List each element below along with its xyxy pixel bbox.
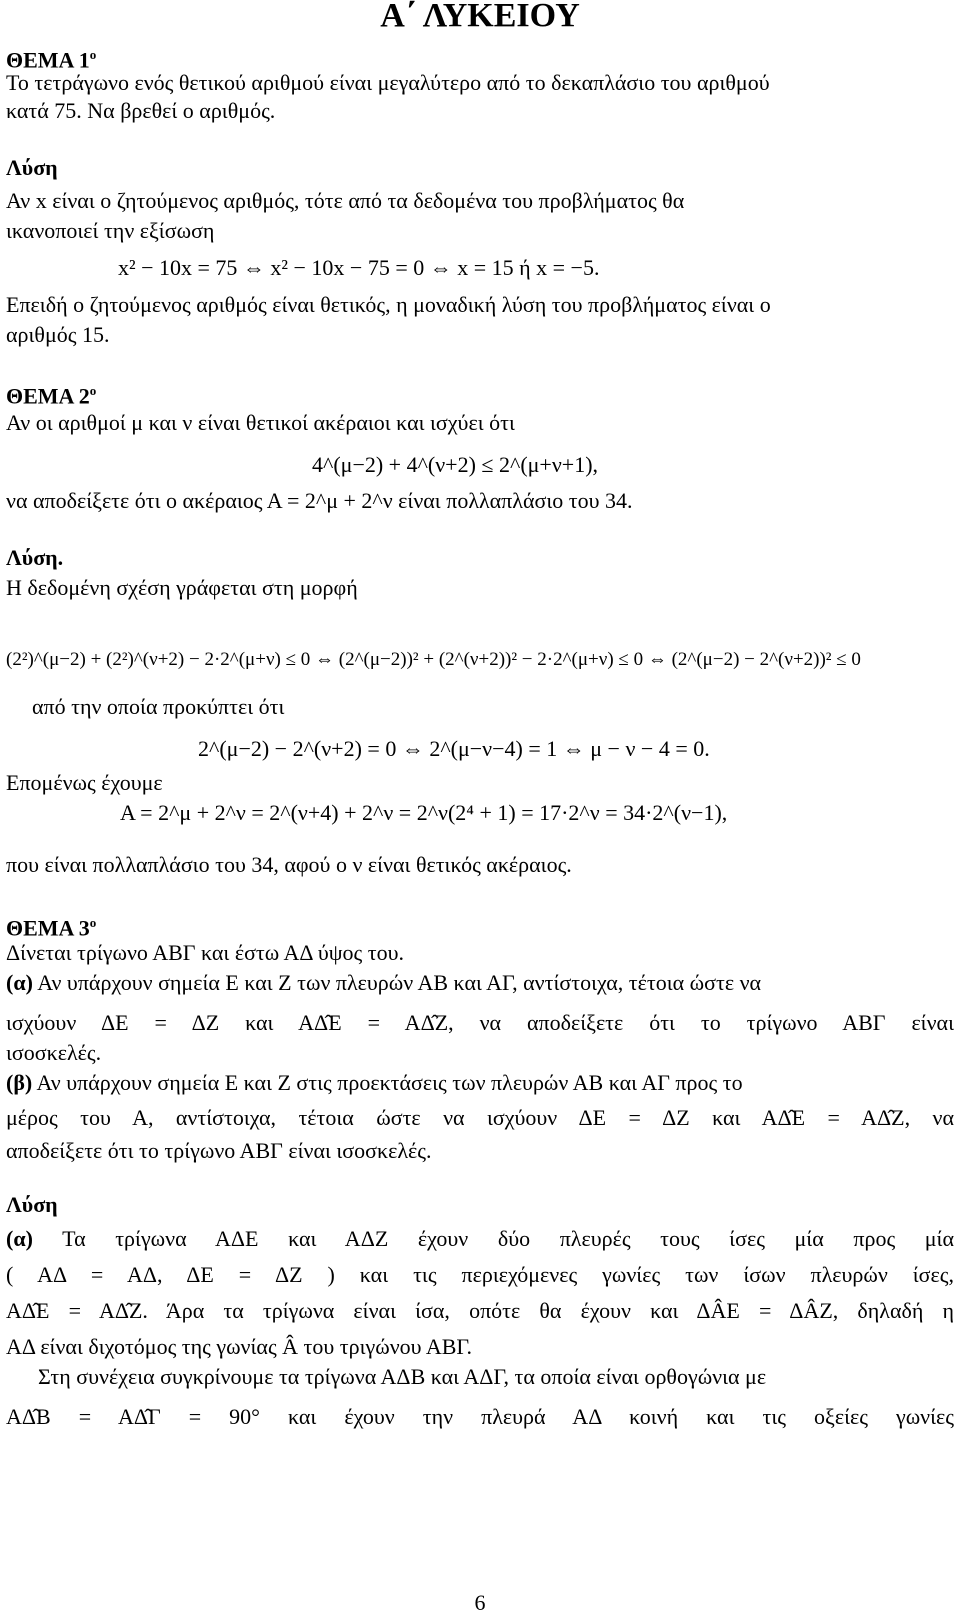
problem-1-equation: x² − 10x = 75 ⇔ x² − 10x − 75 = 0 ⇔ x = 15 ή x = −5. (118, 255, 600, 280)
problem-1-solution-line-3: Επειδή ο ζητούμενος αριθμός είναι θετικός, η μοναδική λύση του προβλήματος είναι ο (6, 292, 771, 317)
page-number: 6 (474, 1590, 486, 1615)
problem-2-equation-chain: (2²)^(μ−2) + (2²)^(ν+2) − 2·2^(μ+ν) ≤ 0 ⇔ (2^(μ−2))² + (2^(ν+2))² − 2·2^(μ+ν) ≤ 0 ⇔ (2^(μ−2) − 2^(ν+2))² ≤ 0 (6, 649, 861, 670)
problem-3-solution-line-4: ΑΔ είναι διχοτόμος της γωνίας Â του τριγώνου ΑΒΓ. (6, 1334, 472, 1359)
problem-3-heading: ΘΕΜΑ $3^o$ (6, 915, 97, 941)
problem-1-solution-line-4: αριθμός 15. (6, 322, 110, 347)
problem-2-solution-heading: Λύση. (6, 545, 64, 570)
problem-2-heading: ΘΕΜΑ $2^o$ (6, 383, 97, 409)
problem-2-solution-line-2: από την οποία προκύπτει ότι (32, 694, 285, 719)
problem-3-part-a-line-2: ισχύουν ΔΕ = ΔΖ και ΑΔ̂Ε = ΑΔ̂Ζ, να αποδείξετε ότι το τρίγωνο ΑΒΓ είναι (6, 1010, 954, 1035)
problem-2-solution-line-3: Επομένως έχουμε (6, 770, 163, 795)
problem-3-solution-line-5: Στη συνέχεια συγκρίνουμε τα τρίγωνα ΑΔΒ και ΑΔΓ, τα οποία είναι ορθογώνια με (38, 1364, 767, 1389)
problem-1-solution-line-2: ικανοποιεί την εξίσωση (6, 218, 215, 243)
problem-3-part-b-line-1: (β) Αν υπάρχουν σημεία Ε και Ζ στις προεκτάσεις των πλευρών ΑΒ και ΑΓ προς το (6, 1070, 743, 1095)
problem-1-solution-line-1: Αν x είναι ο ζητούμενος αριθμός, τότε από τα δεδομένα του προβλήματος θα (6, 188, 685, 213)
problem-3-solution-line-2: ( ΑΔ = ΑΔ, ΔΕ = ΔΖ ) και τις περιεχόμενες γωνίες των ίσων πλευρών ίσες, (6, 1262, 954, 1287)
problem-3-solution-line-6: ΑΔ̂Β = ΑΔ̂Γ = 90° και έχουν την πλευρά ΑΔ κοινή και τις οξείες γωνίες (6, 1404, 954, 1429)
problem-3-solution-heading: Λύση (6, 1192, 58, 1217)
problem-2-solution-line-1: Η δεδομένη σχέση γράφεται στη μορφή (6, 575, 358, 600)
problem-2-inequality: 4^(μ−2) + 4^(ν+2) ≤ 2^(μ+ν+1), (312, 452, 599, 477)
problem-2-text-line-2: να αποδείξετε ότι ο ακέραιος Α = 2^μ + 2^ν είναι πολλαπλάσιο του 34. (6, 488, 633, 513)
problem-2-solution-line-4: που είναι πολλαπλάσιο του 34, αφού ο ν είναι θετικός ακέραιος. (6, 852, 572, 877)
problem-3-part-b-line-3: αποδείξετε ότι το τρίγωνο ΑΒΓ είναι ισοσκελές. (6, 1138, 432, 1163)
problem-3-part-a-line-3: ισοσκελές. (6, 1040, 102, 1065)
problem-2-equation-exponents: 2^(μ−2) − 2^(ν+2) = 0 ⇔ 2^(μ−ν−4) = 1 ⇔ μ − ν − 4 = 0. (198, 736, 710, 761)
problem-2-equation-A: Α = 2^μ + 2^ν = 2^(ν+4) + 2^ν = 2^ν(2⁴ + 1) = 17·2^ν = 34·2^(ν−1), (120, 800, 728, 825)
problem-1-solution-heading: Λύση (6, 155, 58, 180)
problem-3-solution-line-3: ΑΔ̂Ε = ΑΔ̂Ζ. Άρα τα τρίγωνα είναι ίσα, οπότε θα έχουν και ΔÂΕ = ΔÂΖ, δηλαδή η (6, 1298, 954, 1323)
problem-1-text-line-2: κατά 75. Να βρεθεί ο αριθμός. (6, 98, 276, 123)
page-title: Α΄ ΛΥΚΕΙΟΥ (380, 0, 580, 34)
problem-3-solution-line-1: (α) Τα τρίγωνα ΑΔΕ και ΑΔΖ έχουν δύο πλευρές τους ίσες μία προς μία (6, 1226, 954, 1251)
problem-3-text-line-1: Δίνεται τρίγωνο ΑΒΓ και έστω ΑΔ ύψος του. (6, 940, 404, 965)
problem-3-part-b-line-2: μέρος του Α, αντίστοιχα, τέτοια ώστε να ισχύουν ΔΕ = ΔΖ και ΑΔ̂Ε = ΑΔ̂Ζ, να (6, 1105, 954, 1130)
problem-1-text-line-1: Το τετράγωνο ενός θετικού αριθμού είναι μεγαλύτερο από το δεκαπλάσιο του αριθμού (6, 70, 770, 95)
problem-2-text-line-1: Αν οι αριθμοί μ και ν είναι θετικοί ακέραιοι και ισχύει ότι (6, 410, 515, 435)
problem-1-heading: ΘΕΜΑ $1^o$ (6, 47, 97, 73)
problem-3-part-a-line-1: (α) Αν υπάρχουν σημεία Ε και Ζ των πλευρών ΑΒ και ΑΓ, αντίστοιχα, τέτοια ώστε να (6, 970, 762, 995)
